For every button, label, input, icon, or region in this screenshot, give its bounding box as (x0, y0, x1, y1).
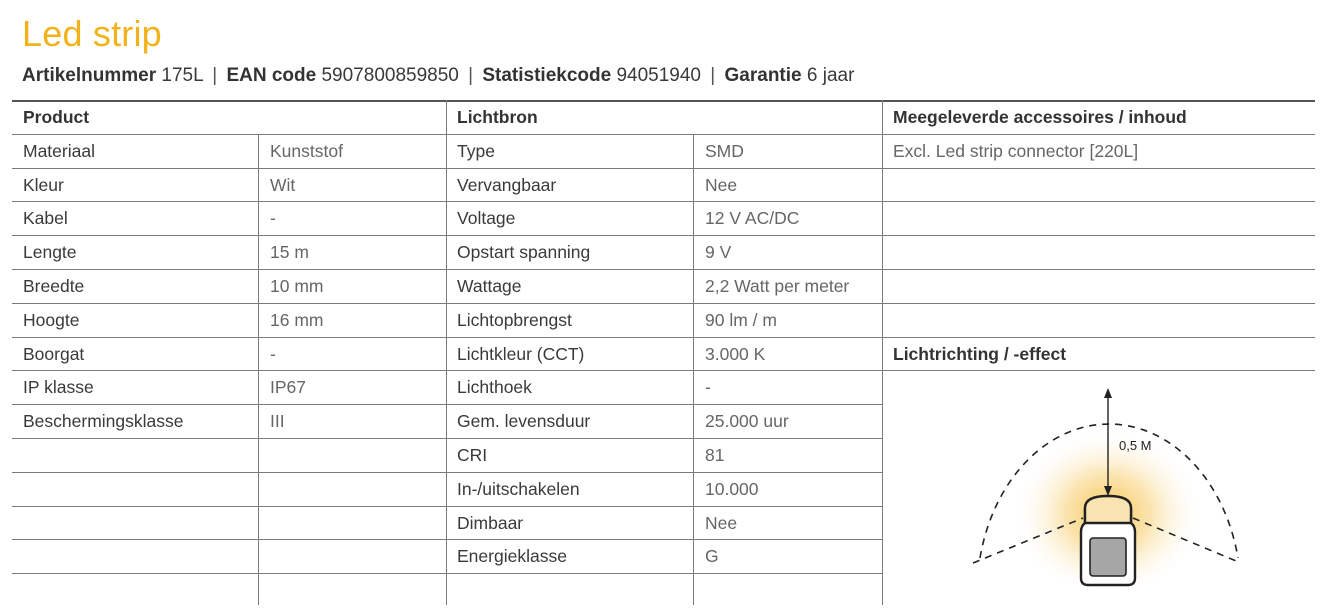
lichtbron-label: Lichtkleur (CCT) (457, 344, 585, 364)
row-divider (12, 269, 1315, 270)
lichtbron-label: Type (457, 141, 495, 161)
lichtbron-label: Opstart spanning (457, 242, 591, 262)
strip-core (1090, 538, 1126, 576)
lichtbron-value: Nee (705, 513, 738, 533)
row-divider (12, 472, 882, 473)
page-title: Led strip (22, 13, 162, 54)
lichtbron-label: In-/uitschakelen (457, 479, 580, 499)
accessoires-header: Meegeleverde accessoires / inhoud (893, 107, 1187, 127)
lichtrichting-header: Lichtrichting / -effect (893, 344, 1067, 364)
product-label: IP klasse (23, 377, 94, 397)
lichtbron-label: Dimbaar (457, 513, 524, 533)
garantie-value: 6 jaar (806, 65, 855, 86)
row-divider (12, 235, 1315, 236)
product-value: III (270, 411, 285, 431)
product-value: 16 mm (270, 310, 324, 330)
product-label: Boorgat (23, 344, 85, 364)
product-label: Beschermingsklasse (23, 411, 184, 431)
lichtbron-value: 9 V (705, 242, 732, 262)
product-label: Materiaal (23, 141, 95, 161)
garantie-label: Garantie (724, 65, 802, 86)
lichtbron-label: Lichthoek (457, 377, 532, 397)
lichtbron-value: 90 lm / m (705, 310, 777, 330)
product-value: 10 mm (270, 276, 324, 296)
article-info (22, 65, 854, 87)
row-divider (12, 438, 882, 439)
product-label: Kleur (23, 175, 64, 195)
lichtbron-value: 10.000 (705, 479, 759, 499)
lichtbron-label: Voltage (457, 208, 516, 228)
stat-value: 94051940 (616, 65, 702, 86)
separator: | (212, 65, 218, 86)
lichtbron-label: Gem. levensduur (457, 411, 591, 431)
lichtbron-value: 81 (705, 445, 725, 465)
product-value: - (270, 344, 276, 364)
artikel-label: Artikelnummer (22, 65, 157, 86)
lichtbron-value: G (705, 546, 719, 566)
distance-label: 0,5 M (1119, 438, 1152, 453)
lichtbron-label: Vervangbaar (457, 175, 557, 195)
product-value: Kunststof (270, 141, 343, 161)
row-divider (12, 201, 1315, 202)
product-label: Hoogte (23, 310, 80, 330)
artikel-value: 175L (161, 65, 203, 86)
lichtbron-label: Wattage (457, 276, 522, 296)
product-value: - (270, 208, 276, 228)
row-divider (12, 404, 882, 405)
row-divider (12, 539, 882, 540)
lichtbron-header: Lichtbron (457, 107, 538, 127)
product-header: Product (23, 107, 90, 127)
ean-label: EAN code (226, 65, 317, 86)
lichtbron-value: 12 V AC/DC (705, 208, 800, 228)
stat-label: Statistiekcode (482, 65, 612, 86)
product-label: Kabel (23, 208, 68, 228)
accessoire-item: Excl. Led strip connector [220L] (893, 141, 1139, 161)
column-divider (446, 100, 447, 605)
separator: | (468, 65, 474, 86)
lichtbron-value: SMD (705, 141, 744, 161)
lichtbron-value: 3.000 K (705, 344, 766, 364)
row-divider (12, 573, 882, 574)
column-divider (693, 134, 694, 605)
lichtbron-label: Lichtopbrengst (457, 310, 572, 330)
arrow-head-up (1104, 388, 1112, 398)
row-divider (12, 168, 1315, 169)
light-direction-diagram (883, 370, 1283, 600)
product-value: IP67 (270, 377, 306, 397)
product-label: Breedte (23, 276, 85, 296)
separator: | (710, 65, 716, 86)
lichtbron-label: CRI (457, 445, 488, 465)
row-divider (12, 303, 1315, 304)
column-divider (258, 134, 259, 605)
strip-top (1085, 496, 1131, 523)
row-divider (12, 337, 1315, 338)
row-divider (12, 506, 882, 507)
lichtbron-label: Energieklasse (457, 546, 567, 566)
row-divider (12, 100, 1315, 102)
product-value: Wit (270, 175, 296, 195)
product-value: 15 m (270, 242, 309, 262)
ean-value: 5907800859850 (321, 65, 459, 86)
lichtbron-value: - (705, 377, 711, 397)
product-label: Lengte (23, 242, 77, 262)
lichtbron-value: 25.000 uur (705, 411, 789, 431)
row-divider (12, 134, 1315, 135)
lichtbron-value: 2,2 Watt per meter (705, 276, 850, 296)
lichtbron-value: Nee (705, 175, 738, 195)
